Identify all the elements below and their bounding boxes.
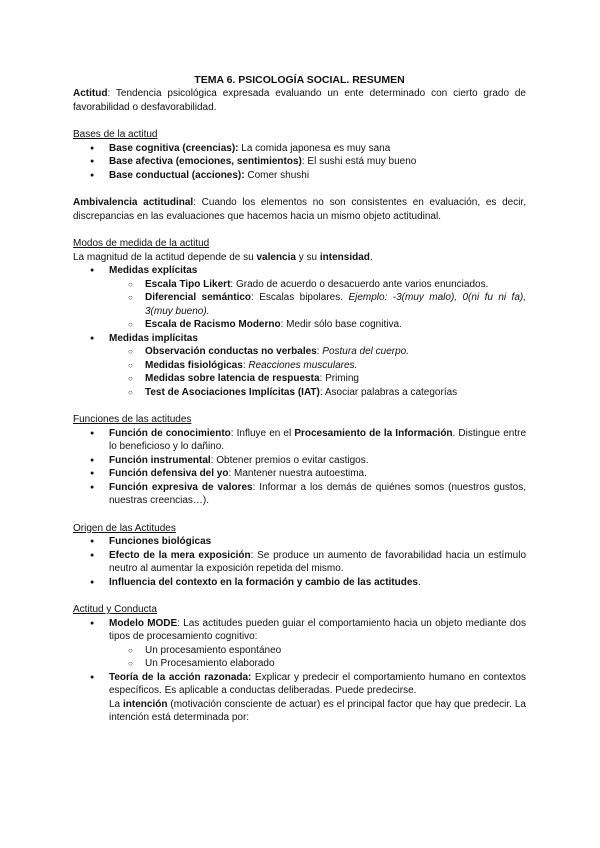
list-item-implicitas: ● Medidas implícitas ○ Observación conductas no verbales: Postura del cuerpo. ○ Medidas fisiológicas: Reacciones musculares. ○ Medidas sobre latencia de respuesta: Priming ○ Test de Asociaciones Implícitas (IAT): Asociar palabras a categorías [73,332,526,400]
sub-list-item: ○ Diferencial semántico: Escalas bipolares. Ejemplo: -3(muy malo), 0(ni fu ni fa), 3(muy bueno). [109,291,526,318]
list-item: ● Base cognitiva (creencias): La comida japonesa es muy sana [73,142,526,156]
actitud-conducta-list [73,617,526,725]
ambivalencia-paragraph: Ambivalencia actitudinal: Cuando los elementos no son consistentes en evaluación, es decir, discrepancias en las evaluaciones que hacemos hacia un mismo objeto actitudinal. [73,197,526,222]
sub-list-item: ○ Medidas sobre latencia de respuesta: Priming [109,372,526,386]
sub-list-item: ○ Escala Tipo Likert: Grado de acuerdo o desacuerdo ante varios enunciados. [109,278,526,292]
sub-list-item: ○ Un Procesamiento elaborado [109,657,526,671]
list-item: ● Base conductual (acciones): Comer shushi [73,169,526,183]
list-item: ● Función defensiva del yo: Mantener nuestra autoestima. [73,467,526,481]
modos-heading: Modos de medida de la actitud [73,238,210,249]
funciones-list [73,427,526,508]
list-item-mode: ● Modelo MODE: Las actitudes pueden guiar el comportamiento hacia un objeto mediante dos tipos de procesamiento cognitivo: ○ Un procesamiento espontáneo ○ Un Procesamiento elaborado [73,617,526,671]
tar-intencion-paragraph: La intención (motivación consciente de actuar) es el principal factor que hay que predecir. La intención está determinada por: [109,698,526,723]
origen-list [73,535,526,589]
list-item: ● Influencia del contexto en la formación y cambio de las actitudes. [73,576,526,590]
sub-list-item: ○ Test de Asociaciones Implícitas (IAT): Asociar palabras a categorías [109,386,526,400]
sub-list-item: ○ Un procesamiento espontáneo [109,644,526,658]
bases-list [73,142,526,183]
list-item: ● Función instrumental: Obtener premios o evitar castigos. [73,454,526,468]
list-item: ● Base afectiva (emociones, sentimientos): El sushi está muy bueno [73,155,526,169]
page-title: TEMA 6. PSICOLOGÍA SOCIAL. RESUMEN [194,74,405,86]
actitud-definition: Actitud: Tendencia psicológica expresada evaluando un ente determinado con cierto grado de favorabilidad o desfavorabilidad. [73,88,526,113]
modos-list [73,264,526,399]
list-item: ● Funciones biológicas [73,535,526,549]
sub-list-item: ○ Escala de Racismo Moderno: Medir sólo base cognitiva. [109,318,526,332]
sub-list-item: ○ Medidas fisiológicas: Reacciones musculares. [109,359,526,373]
origen-heading: Origen de las Actitudes [73,522,176,534]
implicitas-sublist [109,345,526,399]
actitud-term: Actitud [73,88,108,99]
explicitas-sublist [109,278,526,332]
mode-sublist [109,644,526,671]
list-item-tar: ● Teoría de la acción razonada: Explicar y predecir el comportamiento humano en contextos específicos. Es aplicable a conductas deliberadas. Puede predecirse. La intención (motivación consciente de actuar) es el principal factor que hay que predecir. La intención está determinada por: [73,671,526,725]
list-item: ● Efecto de la mera exposición: Se produce un aumento de favorabilidad hacia un estímulo neutro al aumentar la exposición repetida del mismo. [73,549,526,576]
list-item: ● Función de conocimiento: Influye en el Procesamiento de la Información. Distingue entre lo beneficioso y lo dañino. [73,427,526,454]
list-item-explicitas: ● Medidas explícitas ○ Escala Tipo Likert: Grado de acuerdo o desacuerdo ante varios enunciados. ○ Diferencial semántico: Escalas bipolares. Ejemplo: -3(muy malo), 0(ni fu ni fa), 3(muy bueno). ○ Escala de Racismo Moderno: Medir sólo base cognitiva. [73,264,526,332]
sub-list-item: ○ Observación conductas no verbales: Postura del cuerpo. [109,345,526,359]
funciones-heading: Funciones de las actitudes [73,414,192,425]
list-item: ● Función expresiva de valores: Informar a los demás de quiénes somos (nuestros gustos, nuestras creencias…). [73,481,526,508]
actitud-conducta-heading: Actitud y Conducta [73,604,157,615]
modos-intro: La magnitud de la actitud depende de su valencia y su intensidad. [73,251,373,263]
bases-heading: Bases de la actitud [73,129,158,140]
